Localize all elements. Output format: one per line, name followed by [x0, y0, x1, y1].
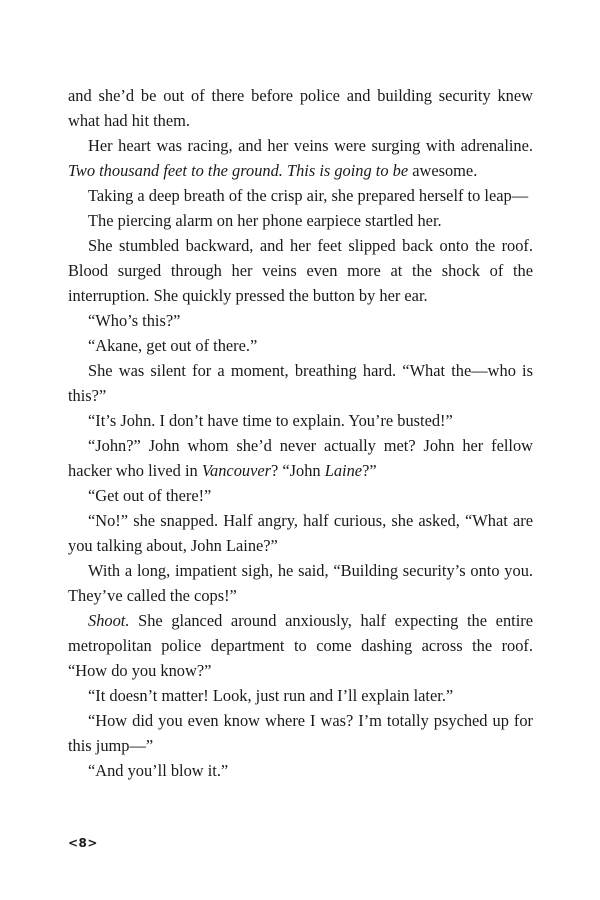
paragraph [68, 83, 533, 133]
text-run: ? “John [271, 461, 325, 480]
text-run: She glanced around anxiously, half expecting the entire metropolitan police department to come dashing across the roof. “How do you know?” [68, 611, 533, 680]
text-run: ?” [362, 461, 377, 480]
text-run: “Get out of there!” [88, 486, 212, 505]
italic-text: Laine [324, 461, 363, 480]
paragraph [68, 483, 533, 508]
text-run: “John?” John whom she’d never actually met? John her fellow hacker who lived in [68, 436, 533, 480]
paragraph [68, 558, 533, 608]
text-run: “No!” she snapped. Half angry, half curious, she asked, “What are you talking about, John Laine?” [68, 511, 533, 555]
text-run: “It doesn’t matter! Look, just run and I’ll explain later.” [88, 686, 454, 705]
text-run: “How did you even know where I was? I’m totally psyched up for this jump—” [68, 711, 533, 755]
text-run: The piercing alarm on her phone earpiece startled her. [88, 211, 442, 230]
paragraph [68, 358, 533, 408]
text-run: “It’s John. I don’t have time to explain. You’re busted!” [88, 411, 453, 430]
paragraph [68, 508, 533, 558]
paragraph [68, 333, 533, 358]
text-run: “Who’s this?” [88, 311, 181, 330]
text-run: Taking a deep breath of the crisp air, she prepared herself to leap— [88, 186, 529, 205]
paragraph [68, 708, 533, 758]
paragraph [68, 208, 533, 233]
paragraph [68, 758, 533, 783]
text-run: She stumbled backward, and her feet slipped back onto the roof. Blood surged through her veins even more at the shock of the interruption. She quickly pressed the button by her ear. [68, 236, 533, 305]
paragraph [68, 683, 533, 708]
paragraph [68, 433, 533, 483]
text-run: She was silent for a moment, breathing hard. “What the—who is this?” [68, 361, 533, 405]
text-run: and she’d be out of there before police and building security knew what had hit them. [68, 86, 533, 130]
paragraph [68, 408, 533, 433]
paragraph [68, 308, 533, 333]
paragraph [68, 133, 533, 183]
italic-text: Vancouver [201, 461, 272, 480]
text-run: With a long, impatient sigh, he said, “Building security’s onto you. They’ve called the cops!” [68, 561, 533, 605]
text-run: Her heart was racing, and her veins were surging with adrenaline. [88, 136, 533, 155]
text-run: awesome. [408, 161, 478, 180]
italic-text: Two thousand feet to the ground. This is going to be [68, 161, 409, 180]
text-run: “Akane, get out of there.” [88, 336, 258, 355]
paragraph [68, 183, 533, 208]
page-number: <8> [68, 836, 98, 850]
page-body-text [68, 83, 533, 783]
paragraph [68, 608, 533, 683]
italic-text: Shoot. [88, 611, 130, 630]
paragraph [68, 233, 533, 308]
text-run: “And you’ll blow it.” [88, 761, 229, 780]
